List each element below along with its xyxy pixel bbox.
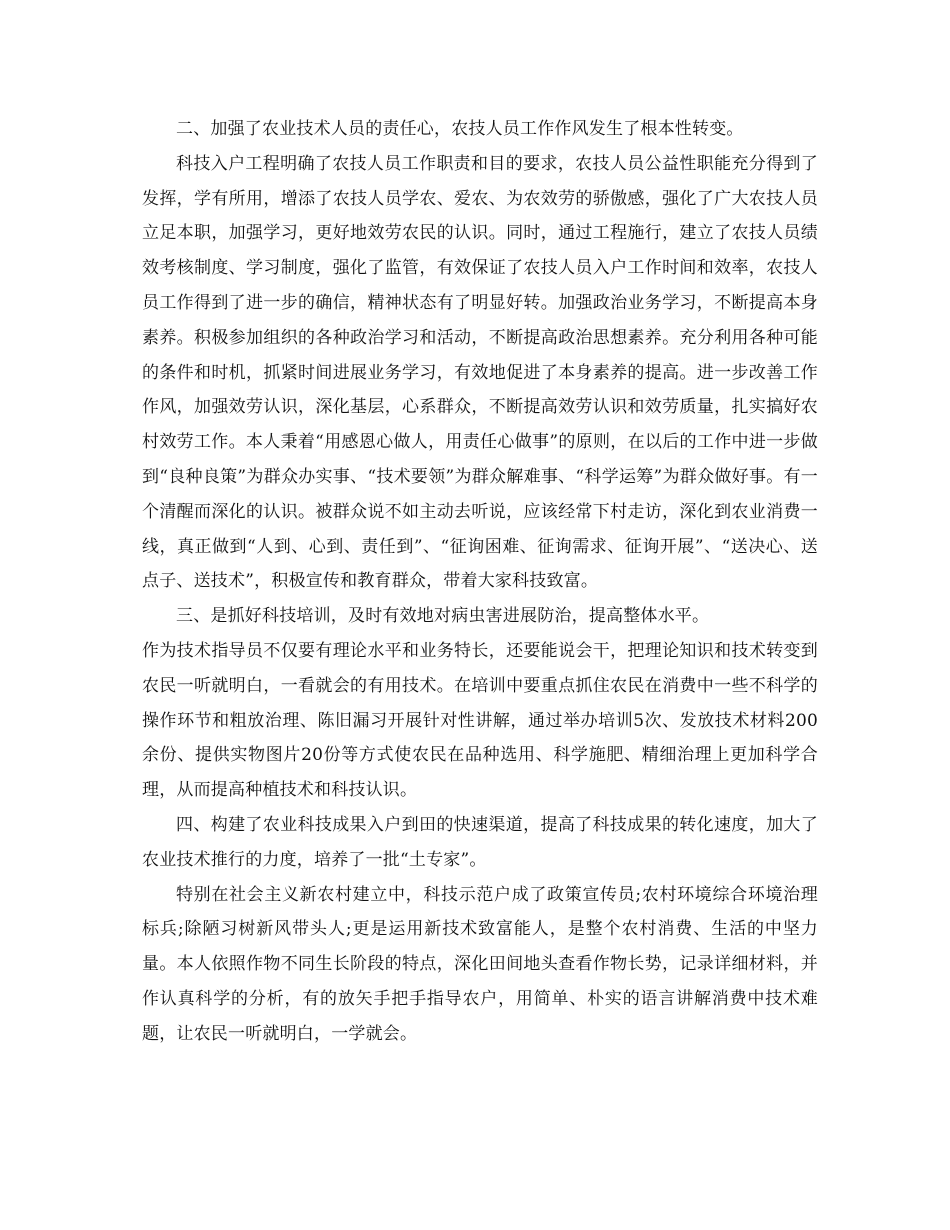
- body-paragraph: 特别在社会主义新农村建立中，科技示范户成了政策宣传员;农村环境综合环境治理标兵;除陋习树新风带头人;更是运用新技术致富能人，是整个农村消费、生活的中坚力量。本人依照作物不同生长阶段的特点，深化田间地头查看作物长势，记录详细材料，并作认真科学的分析，有的放矢手把手指导农户，用简单、朴实的语言讲解消费中技术难题，让农民一听就明白，一学就会。: [142, 884, 818, 1044]
- body-paragraph: 作为技术指导员不仅要有理论水平和业务特长，还要能说会干，把理论知识和技术转变到农民一听就明白，一看就会的有用技术。在培训中要重点抓住农民在消费中一些不科学的操作环节和粗放治理、陈旧漏习开展针对性讲解，通过举办培训5次、发放技术材料200余份、提供实物图片20份等方式使农民在品种选用、科学施肥、精细治理上更加科学合理，从而提高种植技术和科技认识。: [142, 640, 818, 801]
- document-body: [142, 112, 818, 1052]
- section-heading-3: 三、是抓好科技培训，及时有效地对病虫害进展防治，提高整体水平。: [176, 606, 710, 627]
- section-heading-2: 二、加强了农业技术人员的责任心，农技人员工作作风发生了根本性转变。: [176, 119, 744, 139]
- section-heading-4: 四、构建了农业科技成果入户到田的快速渠道，提高了科技成果的转化速度，加大了农业技术推行的力度，培养了一批“土专家”。: [142, 814, 818, 870]
- body-paragraph: 科技入户工程明确了农技人员工作职责和目的要求，农技人员公益性职能充分得到了发挥，学有所用，增添了农技人员学农、爱农、为农效劳的骄傲感，强化了广大农技人员立足本职，加强学习，更好地效劳农民的认识。同时，通过工程施行，建立了农技人员绩效考核制度、学习制度，强化了监管，有效保证了农技人员入户工作时间和效率，农技人员工作得到了进一步的确信，精神状态有了明显好转。加强政治业务学习，不断提高本身素养。积极参加组织的各种政治学习和活动，不断提高政治思想素养。充分利用各种可能的条件和时机，抓紧时间进展业务学习，有效地促进了本身素养的提高。进一步改善工作作风，加强效劳认识，深化基层，心系群众，不断提高效劳认识和效劳质量，扎实搞好农村效劳工作。本人秉着“用感恩心做人，用责任心做事”的原则，在以后的工作中进一步做到“良种良策”为群众办实事、“技术要领”为群众解难事、“科学运筹”为群众做好事。有一个清醒而深化的认识。被群众说不如主动去听说，应该经常下村走访，深化到农业消费一线，真正做到“人到、心到、责任到”、“征询困难、征询需求、征询开展”、“送决心、送点子、送技术”，积极宣传和教育群众，带着大家科技致富。: [142, 153, 818, 592]
